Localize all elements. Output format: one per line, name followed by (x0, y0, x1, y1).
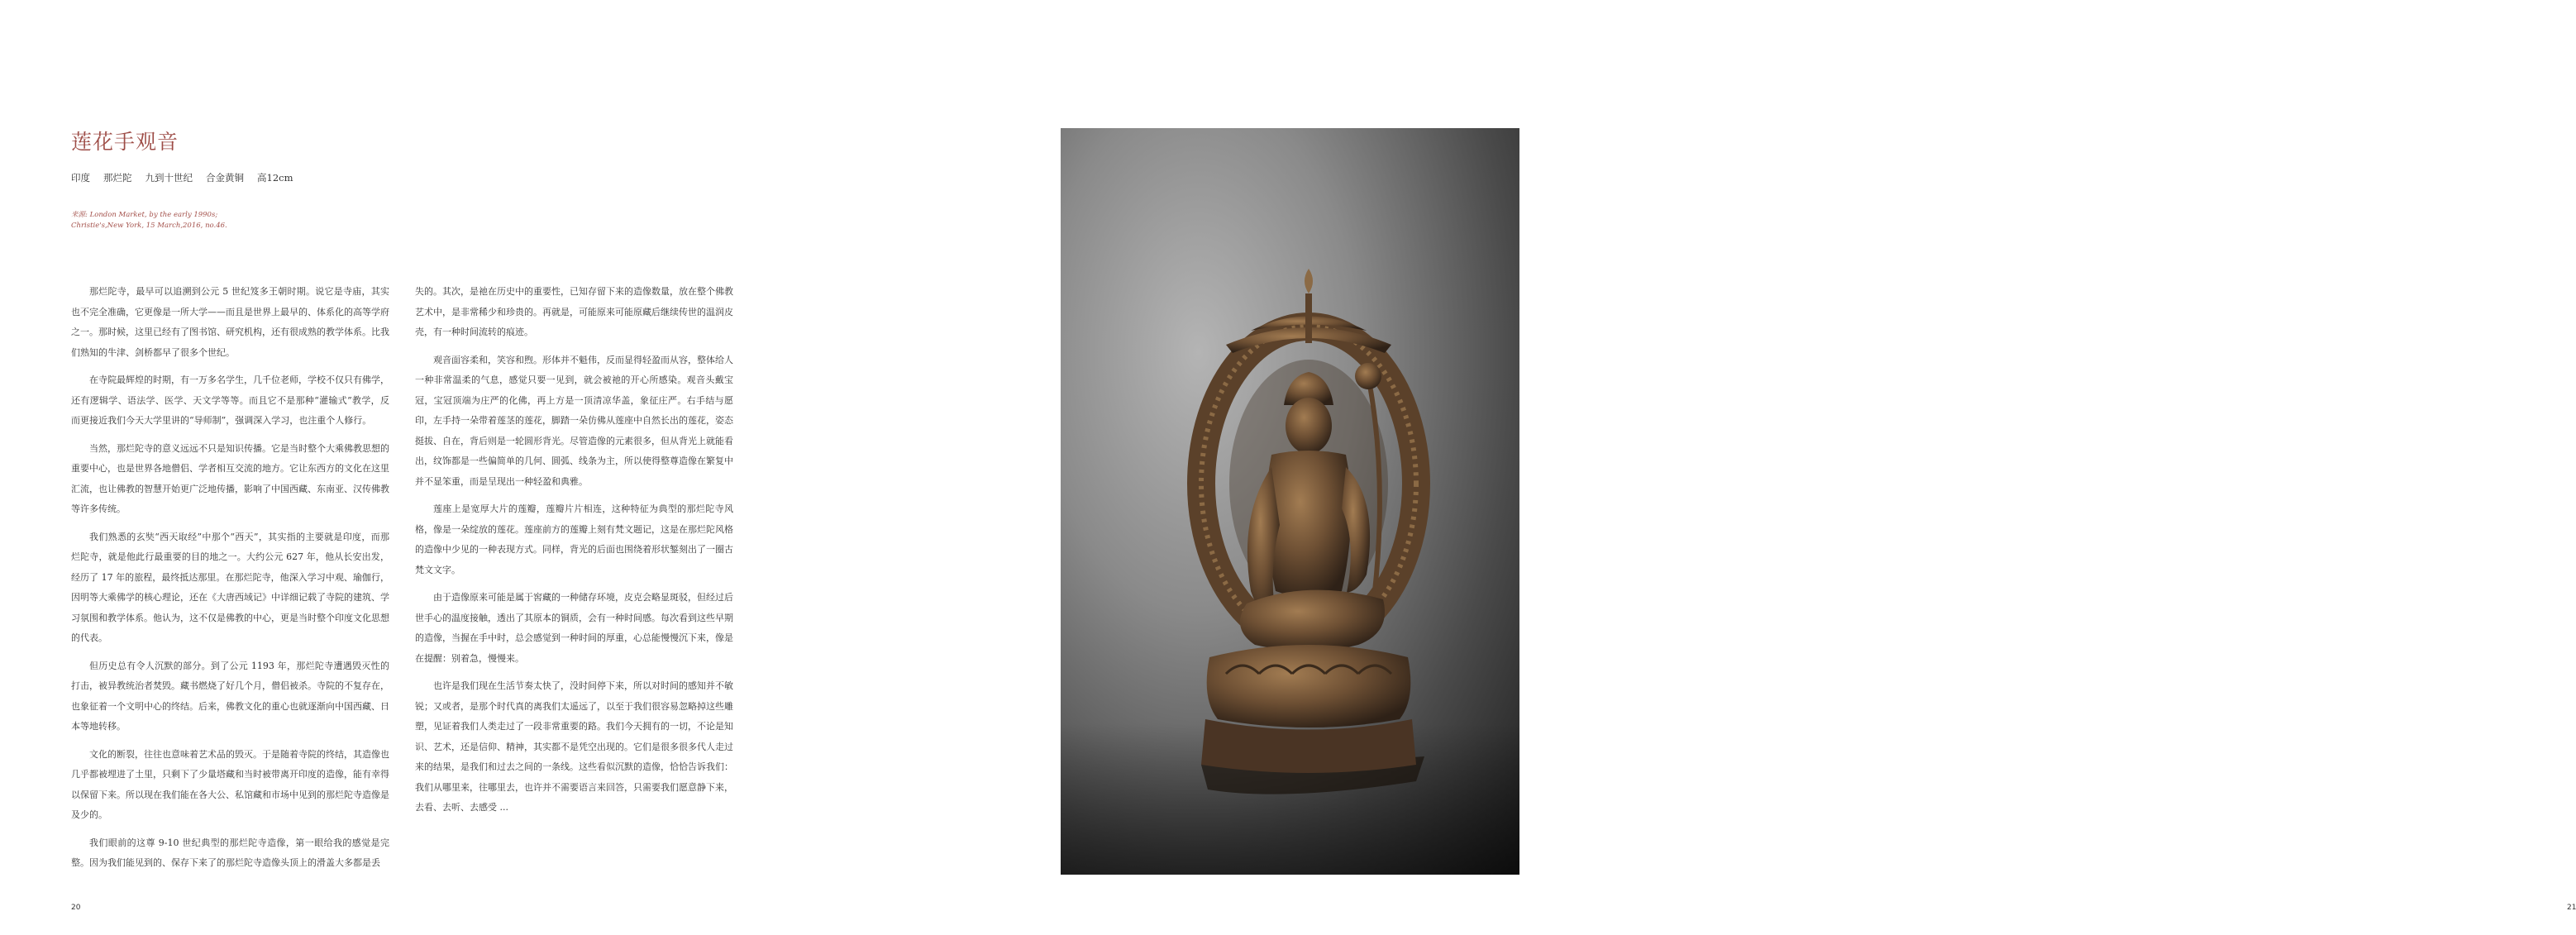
paragraph: 我们熟悉的玄奘“西天取经”中那个“西天”，其实指的主要就是印度，而那烂陀寺，就是他此行最重要的目的地之一。大约公元 627 年，他从长安出发，经历了 17 年的旅程，最终抵达那里。在那烂陀寺，他深入学习中观、瑜伽行，因明等大乘佛学的核心理论，还在《大唐西域记》中详细记载了寺院的建筑、学习氛围和教学体系。他认为，这不仅是佛教的中心，更是当时整个印度文化思想的代表。 (71, 531, 389, 643)
statue-photo (1061, 128, 1519, 875)
provenance-line: Christie's,New York, 15 March,2016, no.46. (71, 222, 227, 230)
paragraph: 那烂陀寺，最早可以追溯到公元 5 世纪笈多王朝时期。说它是寺庙，其实也不完全准确，它更像是一所大学——而且是世界上最早的、体系化的高等学府之一。那时候，这里已经有了图书馆、研究机构，还有很成熟的教学体系。比我们熟知的牛津、剑桥都早了很多个世纪。 (71, 286, 389, 358)
article-title: 莲花手观音 (71, 130, 179, 154)
page-number-left: 20 (71, 904, 81, 912)
bronze-statue-illustration (1061, 128, 1519, 875)
paragraph: 由于造像原来可能是属于窖藏的一种储存环境，皮克会略显斑驳，但经过后世手心的温度接触，透出了其原本的铜质，会有一种时间感。每次看到这些早期的造像，当握在手中时，总会感觉到一种时间的厚重，心总能慢慢沉下来，像是在提醒：别着急，慢慢来。 (415, 592, 733, 664)
paragraph: 当然，那烂陀寺的意义远远不只是知识传播。它是当时整个大乘佛教思想的重要中心，也是世界各地僧侣、学者相互交流的地方。它让东西方的文化在这里汇流，也让佛教的智慧开始更广泛地传播，影响了中国西藏、东南亚、汉传佛教等许多传统。 (71, 442, 389, 514)
text-column-1 (71, 282, 389, 881)
paragraph: 在寺院最辉煌的时期，有一万多名学生，几千位老师，学校不仅只有佛学，还有逻辑学、语法学、医学、天文学等等。而且它不是那种“灌输式”教学，反而更接近我们今天大学里讲的“导师制”，强调深入学习，也注重个人修行。 (71, 374, 389, 426)
paragraph: 失的。其次，是祂在历史中的重要性，已知存留下来的造像数量，放在整个佛教艺术中，是非常稀少和珍贵的。再就是，可能原来可能原藏后继续传世的温润皮壳，有一种时间流转的痕迹。 (415, 286, 733, 337)
provenance-line: 来源: London Market, by the early 1990s; (71, 211, 218, 219)
meta-height: 高12cm (257, 172, 293, 184)
paragraph: 也许是我们现在生活节奏太快了，没时间停下来，所以对时间的感知并不敏锐；又或者，是那个时代真的离我们太遥远了，以至于我们很容易忽略掉这些雕塑，见证着我们人类走过了一段非常重要的路。我们今天拥有的一切，不论是知识、艺术，还是信仰、精神，其实都不是凭空出现的。它们是很多很多代人走过来的结果，是我们和过去之间的一条线。这些看似沉默的造像，恰恰告诉我们：我们从哪里来，往哪里去，也许并不需要语言来回答，只需要我们愿意静下来，去看、去听、去感受 ... (415, 680, 733, 813)
meta-site: 那烂陀 (103, 172, 132, 184)
text-column-2 (415, 282, 733, 826)
provenance (71, 210, 227, 231)
meta-material: 合金黄铜 (206, 172, 244, 184)
object-meta (71, 171, 293, 184)
page-number-right: 21 (2567, 904, 2576, 912)
left-page (0, 0, 1042, 935)
paragraph: 观音面容柔和，笑容和煦。形体并不魁伟，反而显得轻盈而从容，整体给人一种非常温柔的气息，感觉只要一见到，就会被祂的开心所感染。观音头戴宝冠，宝冠顶端为庄严的化佛，再上方是一顶清凉华盖，象征庄严。右手结与愿印，左手持一朵带着莲茎的莲花，脚踏一朵仿佛从莲座中自然长出的莲花，姿态挺拔、自在，背后则是一轮圆形背光。尽管造像的元素很多，但从背光上就能看出，纹饰都是一些偏简单的几何、圆弧、线条为主，所以使得整尊造像在繁复中并不显笨重，而是呈现出一种轻盈和典雅。 (415, 354, 733, 487)
meta-period: 九到十世纪 (145, 172, 193, 184)
meta-origin: 印度 (71, 172, 90, 184)
paragraph: 但历史总有令人沉默的部分。到了公元 1193 年，那烂陀寺遭遇毁灭性的打击，被异教统治者焚毁。藏书燃烧了好几个月，僧侣被杀。寺院的不复存在，也象征着一个文明中心的终结。后来，佛教文化的重心也就逐渐向中国西藏、日本等地转移。 (71, 660, 389, 732)
paragraph: 我们眼前的这尊 9-10 世纪典型的那烂陀寺造像，第一眼给我的感觉是完整。因为我们能见到的、保存下来了的那烂陀寺造像头顶上的滑盖大多都是丢 (71, 837, 389, 868)
paragraph: 莲座上是宽厚大片的莲瓣，莲瓣片片相连，这种特征为典型的那烂陀寺风格，像是一朵绽放的莲花。莲座前方的莲瓣上刻有梵文题记，这是在那烂陀风格的造像中少见的一种表现方式。同样，背光的后面也围绕着形状錾刻出了一圈古梵文文字。 (415, 503, 733, 575)
paragraph: 文化的断裂，往往也意味着艺术品的毁灭。于是随着寺院的终结，其造像也几乎都被埋进了土里，只剩下了少量塔藏和当时被带离开印度的造像，能有幸得以保留下来。所以现在我们能在各大公、私馆藏和市场中见到的那烂陀寺造像是及少的。 (71, 748, 389, 820)
